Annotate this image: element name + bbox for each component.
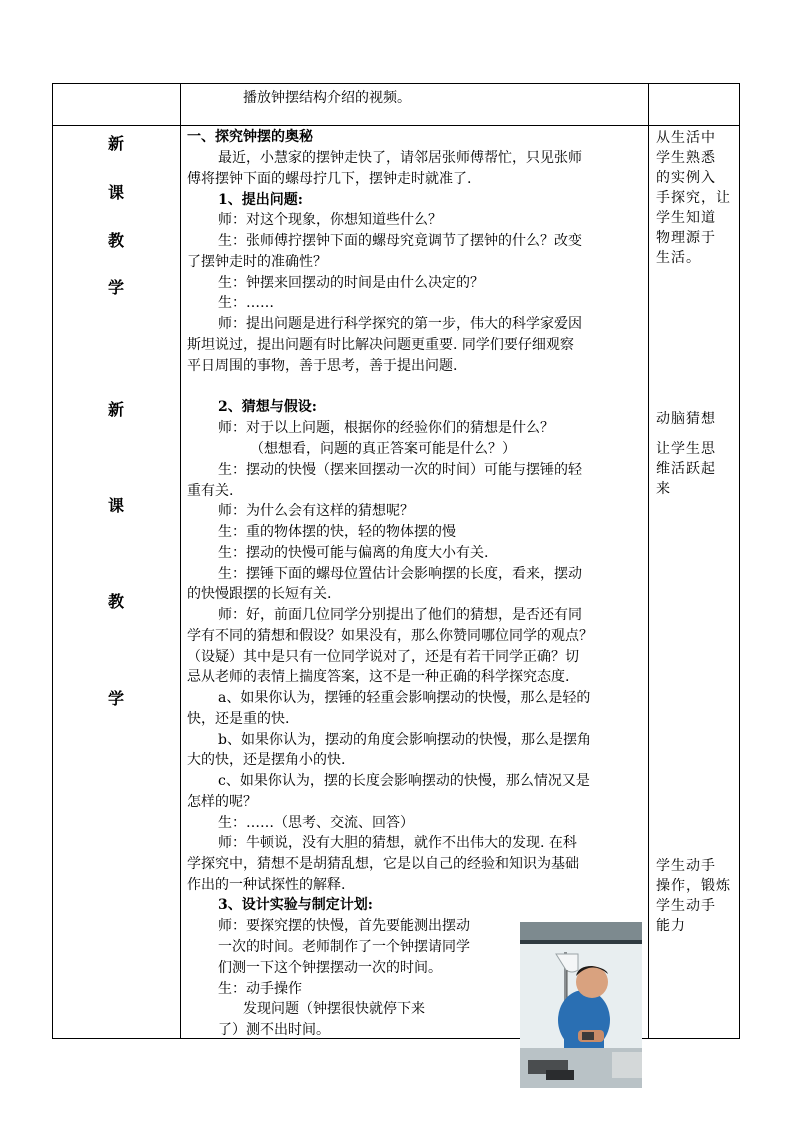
body-line: 生：张师傅拧摆钟下面的螺母究竟调节了摆钟的什么？改变 (218, 233, 582, 249)
body-line: 斯坦说过，提出问题有时比解决问题更重要. 同学们要仔细观察 (187, 337, 574, 353)
body-line: 作出的一种试探性的解释. (187, 877, 346, 893)
left-label-char: 教 (107, 231, 124, 250)
body-line: 傅将摆钟下面的螺母拧几下，摆钟走时就准了. (187, 171, 472, 187)
body-line: 的快慢跟摆的长短有关. (187, 586, 332, 602)
body-line: 了）测不出时间。 (218, 1022, 330, 1038)
note-line: 维活跃起 (656, 461, 716, 477)
body-line: 学有不同的猜想和假设？如果没有，那么你赞同哪位同学的观点？ (187, 628, 593, 644)
body-line: 生：钟摆来回摆动的时间是由什么决定的？ (218, 275, 484, 291)
top-row-text: 播放钟摆结构介绍的视频。 (243, 90, 411, 106)
side-note-1 (656, 128, 736, 268)
body-line: 生：…… (218, 295, 274, 311)
note-line: 来 (656, 481, 671, 497)
body-line: （想想看，问题的真正答案可能是什么？） (250, 441, 516, 457)
left-label-char: 课 (107, 496, 124, 515)
body-line: 了摆钟走时的准确性？ (187, 254, 327, 270)
body-line: c、如果你认为，摆的长度会影响摆动的快慢，那么情况又是 (218, 773, 590, 789)
side-note-2: 动脑猜想 (656, 411, 716, 427)
body-line: 师：好，前面几位同学分别提出了他们的猜想，是否还有同 (218, 607, 582, 623)
body-line: 怎样的呢？ (187, 794, 257, 810)
body-line: 发现问题（钟摆很快就停下来 (243, 1001, 425, 1017)
note-line: 操作，锻炼 (656, 878, 731, 894)
body-line: 学探究中，猜想不是胡猜乱想，它是以自己的经验和知识为基础 (187, 856, 579, 872)
table-right-border (739, 83, 740, 1039)
subsection-heading: 2、猜想与假设: (218, 399, 317, 415)
note-line: 生活。 (656, 250, 701, 266)
note-line: 学生动手 (656, 858, 716, 874)
table-row-divider (52, 125, 740, 126)
body-line: 生：……（思考、交流、回答） (218, 815, 414, 831)
subsection-heading: 3、设计实验与制定计划: (218, 897, 373, 913)
body-line: 快，还是重的快. (187, 711, 290, 727)
body-line: 重有关. (187, 483, 234, 499)
note-line: 让学生思 (656, 441, 716, 457)
note-line: 学生动手 (656, 898, 716, 914)
note-line: 的实例入 (656, 170, 716, 186)
table-col-divider-1 (180, 83, 181, 1039)
note-line: 能力 (656, 918, 686, 934)
left-label-char: 学 (107, 278, 124, 297)
body-line: 平日周围的事物，善于思考，善于提出问题. (187, 358, 458, 374)
body-line: 师：牛顿说，没有大胆的猜想，就作不出伟大的发现. 在科 (218, 835, 577, 851)
body-line: （设疑）其中是只有一位同学说对了，还是有若干同学正确？切 (187, 649, 579, 665)
body-line: 师：提出问题是进行科学探究的第一步，伟大的科学家爱因 (218, 316, 582, 332)
body-line: 忌从老师的表情上揣度答案，这不是一种正确的科学探究态度. (187, 669, 570, 685)
side-note-4 (656, 856, 736, 936)
note-line: 物理源于 (656, 230, 716, 246)
subsection-heading: 1、提出问题: (218, 192, 303, 208)
left-label-char: 新 (107, 134, 124, 153)
body-line: 生：摆动的快慢可能与偏离的角度大小有关. (218, 545, 489, 561)
note-line: 从生活中 (656, 130, 716, 146)
body-line: 大的快，还是摆角小的快. (187, 752, 346, 768)
body-line: 们测一下这个钟摆摆动一次的时间。 (218, 960, 442, 976)
left-label-char: 教 (107, 592, 124, 611)
left-label-char: 课 (107, 183, 124, 202)
body-line: 师：对这个现象，你想知道些什么？ (218, 212, 442, 228)
body-line: 生：摆动的快慢（摆来回摆动一次的时间）可能与摆锤的轻 (218, 462, 582, 478)
body-line: 师：对于以上问题，根据你的经验你们的猜想是什么？ (218, 420, 554, 436)
body-line: 师：为什么会有这样的猜想呢？ (218, 503, 414, 519)
table-col-divider-2 (648, 83, 649, 1039)
body-line: 生：动手操作 (218, 981, 302, 997)
table-top-border (52, 83, 740, 84)
section-heading: 一、探究钟摆的奥秘 (187, 129, 313, 145)
body-line: a、如果你认为，摆锤的轻重会影响摆动的快慢，那么是轻的 (218, 690, 591, 706)
body-line: 师：要探究摆的快慢，首先要能测出摆动 (218, 918, 470, 934)
note-line: 学生熟悉 (656, 150, 716, 166)
left-label-char: 新 (107, 400, 124, 419)
body-line: 生：摆锤下面的螺母位置估计会影响摆的长度，看来，摆动 (218, 566, 582, 582)
note-line: 学生知道 (656, 210, 716, 226)
note-line: 手探究，让 (656, 190, 731, 206)
body-line: 最近，小慧家的摆钟走快了，请邻居张师傅帮忙，只见张师 (218, 150, 582, 166)
table-left-border (52, 83, 53, 1039)
body-line: 生：重的物体摆的快，轻的物体摆的慢 (218, 524, 456, 540)
side-note-3 (656, 439, 736, 499)
body-line: 一次的时间。老师制作了一个钟摆请同学 (218, 939, 470, 955)
pendulum-experiment-photo (520, 922, 642, 1088)
left-label-char: 学 (107, 689, 124, 708)
body-line: b、如果你认为，摆动的角度会影响摆动的快慢，那么是摆角 (218, 732, 591, 748)
